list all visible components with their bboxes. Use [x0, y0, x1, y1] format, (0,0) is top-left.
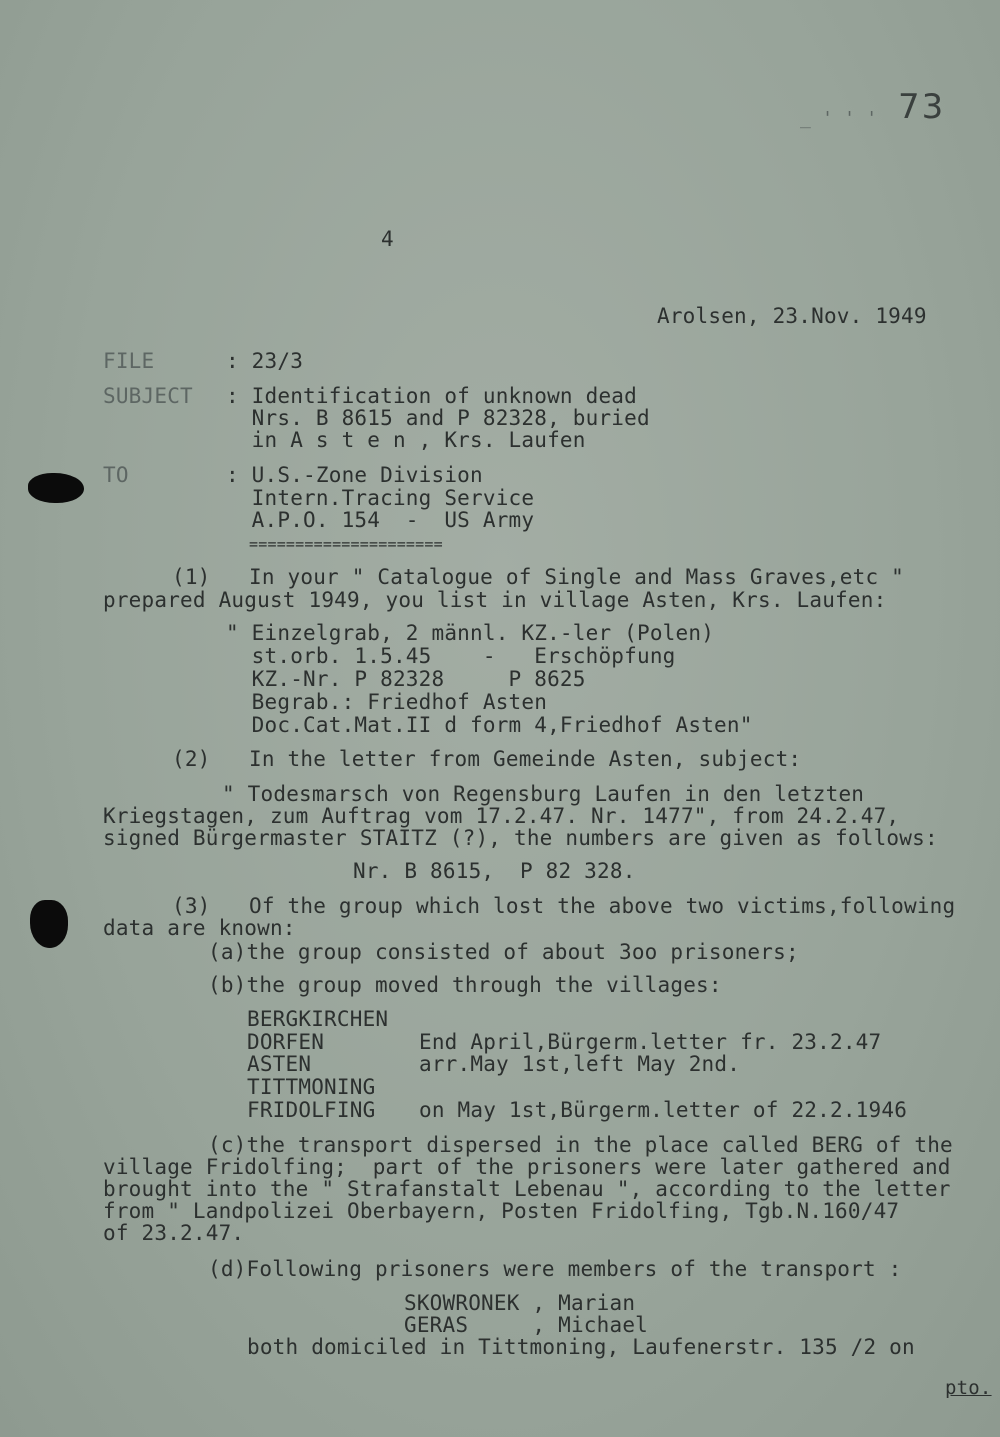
para1-quote-1: " Einzelgrab, 2 männl. KZ.-ler (Polen) — [226, 621, 715, 645]
para1-quote-3: KZ.-Nr. P 82328 P 8625 — [226, 667, 586, 691]
date-line: Arolsen, 23.Nov. 1949 — [657, 304, 927, 328]
para2-numbers: Nr. B 8615, P 82 328. — [353, 859, 636, 883]
para3-c-line-5: of 23.2.47. — [103, 1221, 245, 1245]
para3-line-1: Of the group which lost the above two victims,following — [249, 894, 956, 918]
village-name-4: TITTMONING — [247, 1075, 376, 1099]
header-rule: ===================== — [249, 535, 443, 553]
subject-line-2: Nrs. B 8615 and P 82328, buried — [226, 406, 650, 430]
para3-item-a: (a)the group consisted of about 3oo prisoners; — [208, 940, 799, 964]
para3-c-line-2: village Fridolfing; part of the prisoners were later gathered and — [103, 1155, 951, 1179]
para3-c-line-4: from " Landpolizei Oberbayern, Posten Fridolfing, Tgb.N.160/47 — [103, 1199, 900, 1223]
subject-label: SUBJECT — [103, 384, 193, 408]
para1-quote-2: st.orb. 1.5.45 - Erschöpfung — [226, 644, 676, 668]
file-value: : 23/3 — [226, 349, 304, 373]
punch-hole-top — [28, 473, 84, 503]
village-note-3: arr.May 1st,left May 2nd. — [419, 1052, 741, 1076]
para3-number: (3) — [172, 894, 211, 918]
village-note-5: on May 1st,Bürgerm.letter of 22.2.1946 — [419, 1098, 908, 1122]
para1-quote-5: Doc.Cat.Mat.II d form 4,Friedhof Asten" — [226, 713, 753, 737]
para3-item-b: (b)the group moved through the villages: — [208, 973, 722, 997]
pto-mark: pto. — [945, 1377, 992, 1399]
para3-c-line-3: brought into the " Strafanstalt Lebenau ", according to the letter — [103, 1177, 951, 1201]
punch-hole-bottom — [30, 900, 68, 948]
para2-number: (2) — [172, 747, 211, 771]
to-line-2: Intern.Tracing Service — [226, 486, 535, 510]
para1-quote-4: Begrab.: Friedhof Asten — [226, 690, 548, 714]
para3-c-line-1: (c)the transport dispersed in the place called BERG of the — [208, 1133, 953, 1157]
village-name-2: DORFEN — [247, 1030, 325, 1054]
prisoner-1: SKOWRONEK , Marian — [404, 1291, 636, 1315]
village-name-5: FRIDOLFING — [247, 1098, 376, 1122]
para2-line-1: In the letter from Gemeinde Asten, subject: — [249, 747, 802, 771]
page-number: 4 — [381, 227, 394, 251]
to-line-1: : U.S.-Zone Division — [226, 463, 483, 487]
to-line-3: A.P.O. 154 - US Army — [226, 508, 535, 532]
para1-line-2: prepared August 1949, you list in village Asten, Krs. Laufen: — [103, 588, 887, 612]
para3-line-2: data are known: — [103, 916, 296, 940]
village-name-3: ASTEN — [247, 1052, 312, 1076]
para2-line-4: signed Bürgermaster STAITZ (?), the numbers are given as follows: — [103, 826, 938, 850]
para1-number: (1) — [172, 565, 211, 589]
village-name-1: BERGKIRCHEN — [247, 1007, 389, 1031]
to-label: TO — [103, 463, 129, 487]
para3-item-d: (d)Following prisoners were members of the transport : — [208, 1257, 902, 1281]
file-label: FILE — [103, 349, 155, 373]
para2-line-2: " Todesmarsch von Regensburg Laufen in den letzten — [222, 782, 865, 806]
domicile-line: both domiciled in Tittmoning, Laufenerstr. 135 /2 on — [247, 1335, 915, 1359]
subject-line-1: : Identification of unknown dead — [226, 384, 637, 408]
prisoner-2: GERAS , Michael — [404, 1313, 649, 1337]
para1-line-1: In your " Catalogue of Single and Mass Graves,etc " — [249, 565, 904, 589]
village-note-2: End April,Bürgerm.letter fr. 23.2.47 — [419, 1030, 882, 1054]
para2-line-3: Kriegstagen, zum Auftrag vom 17.2.47. Nr. 1477", from 24.2.47, — [103, 804, 900, 828]
stamp-marks: _ ' ' ' — [800, 108, 878, 129]
subject-line-3: in A s t e n , Krs. Laufen — [226, 428, 586, 452]
stamp-number: 73 — [898, 87, 946, 127]
